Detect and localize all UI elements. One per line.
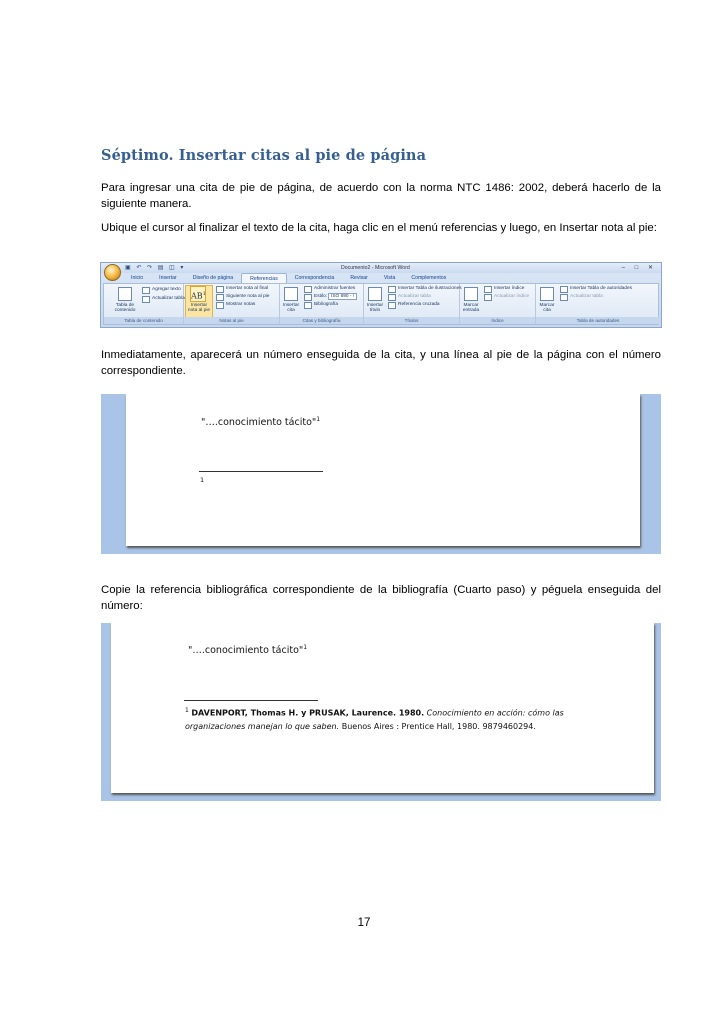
- update-index-icon: [484, 294, 492, 301]
- mark-citation-icon[interactable]: [540, 287, 554, 301]
- office-button-icon[interactable]: [104, 264, 121, 281]
- reference-title: Conocimiento en acción: cómo las organizaciones manejan lo que saben.: [185, 708, 564, 731]
- insert-caption-button[interactable]: Insertar título: [366, 303, 384, 313]
- tab-complementos[interactable]: Complementos: [411, 275, 447, 281]
- style-label: Estilo:: [314, 294, 328, 299]
- group-tabla-contenido: [104, 284, 184, 324]
- tab-diseno-pagina[interactable]: Diseño de página: [192, 275, 234, 281]
- group-label: Índice: [460, 317, 535, 324]
- quote-text: [201, 416, 320, 428]
- quote-text: [188, 644, 307, 656]
- ribbon-tabs: [123, 273, 454, 283]
- insert-authorities-icon: [560, 286, 568, 293]
- update-index-button[interactable]: Actualizar índice: [494, 294, 530, 299]
- insert-footnote-icon[interactable]: $AB^1$: [190, 286, 206, 302]
- cross-reference-button[interactable]: Referencia cruzada: [398, 302, 440, 307]
- insert-citation-button[interactable]: Insertar cita: [282, 303, 300, 313]
- tab-correspondencia[interactable]: Correspondencia: [294, 275, 335, 281]
- bibliography-icon: [304, 302, 312, 309]
- window-title: Documento2 - Microsoft Word: [341, 265, 410, 271]
- section-heading: Séptimo. Insertar citas al pie de página: [101, 147, 427, 164]
- document-page: [111, 623, 654, 793]
- footnote-reference-text: [185, 704, 605, 733]
- tab-revisar[interactable]: Revisar: [350, 275, 368, 281]
- tab-inicio[interactable]: Inicio: [131, 275, 144, 281]
- group-notas-al-pie: [184, 284, 280, 324]
- add-text-icon: [142, 287, 150, 294]
- footnote-number: 1: [185, 707, 189, 714]
- bibliography-button[interactable]: Bibliografía: [314, 302, 338, 307]
- insert-footnote-button[interactable]: Insertar nota al pie: [187, 303, 211, 313]
- update-authorities-icon: [560, 294, 568, 301]
- document-screenshot-reference: [101, 623, 661, 801]
- style-icon: [304, 294, 312, 301]
- tab-referencias[interactable]: Referencias: [241, 273, 287, 284]
- refresh-table-icon: [142, 296, 150, 303]
- insert-table-of-figures-button[interactable]: Insertar Tabla de ilustraciones: [398, 286, 462, 291]
- manage-sources-icon: [304, 286, 312, 293]
- table-of-contents-icon[interactable]: [118, 287, 132, 301]
- quote-value: "….conocimiento tácito": [188, 645, 304, 657]
- mark-citation-button[interactable]: Marcar cita: [539, 303, 555, 313]
- insert-caption-icon[interactable]: [368, 287, 382, 301]
- quote-value: "….conocimiento tácito": [201, 417, 317, 429]
- table-of-figures-icon: [388, 286, 396, 293]
- reference-publisher: Buenos Aires : Prentice Hall, 1980. 9879460294.: [341, 721, 536, 731]
- update-table-button[interactable]: Actualizar tabla: [152, 296, 185, 301]
- update-authorities-button[interactable]: Actualizar tabla: [570, 294, 603, 299]
- add-text-button[interactable]: Agregar texto: [152, 287, 181, 292]
- footnote-reference: 1: [316, 416, 321, 423]
- style-select[interactable]: ISO 690 - !: [328, 293, 357, 300]
- next-footnote-icon: [216, 294, 224, 301]
- insert-endnote-button[interactable]: Insertar nota al final: [226, 286, 269, 291]
- ribbon-body: [103, 283, 659, 325]
- mark-entry-button[interactable]: Marcar entrada: [462, 303, 480, 313]
- refresh-icon: [388, 294, 396, 301]
- document-page: [126, 394, 640, 546]
- paragraph-copy-reference: Copie la referencia bibliográfica correspondiente de la bibliografía (Cuarto paso) y péguela enseguida del número:: [101, 584, 661, 612]
- footnote-reference: 1: [303, 644, 308, 651]
- paragraph-result: Inmediatamente, aparecerá un número enseguida de la cita, y una línea al pie de la página con el número correspondiente.: [101, 349, 661, 377]
- footnote-separator: [199, 471, 323, 472]
- word-ribbon-screenshot: [100, 262, 662, 328]
- group-label: Notas al pie: [184, 317, 279, 324]
- window-controls[interactable]: – □ ✕: [621, 265, 657, 271]
- toc-button[interactable]: Tabla de contenido: [114, 303, 136, 313]
- document-screenshot-footnote: [101, 394, 661, 554]
- reference-authors: DAVENPORT, Thomas H. y PRUSAK, Laurence. 1980.: [191, 708, 425, 718]
- insert-table-of-authorities-button[interactable]: Insertar Tabla de autoridades: [570, 286, 633, 291]
- group-label: Títulos: [364, 317, 459, 324]
- show-notes-button[interactable]: Mostrar notas: [226, 302, 256, 307]
- group-indice: [460, 284, 536, 324]
- group-tabla-autoridades: [536, 284, 660, 324]
- endnote-icon: [216, 286, 224, 293]
- paragraph-intro: Para ingresar una cita de pie de página, de acuerdo con la norma NTC 1486: 2002, deberá hacerlo de la siguiente manera.: [101, 182, 661, 210]
- insert-index-button[interactable]: Insertar índice: [494, 286, 525, 291]
- insert-citation-icon[interactable]: [284, 287, 298, 301]
- update-table-button[interactable]: Actualizar tabla: [398, 294, 431, 299]
- footnote-separator: [184, 700, 318, 701]
- mark-entry-icon[interactable]: [464, 287, 478, 301]
- footnote-number: 1: [200, 476, 205, 484]
- next-footnote-button[interactable]: Siguiente nota al pie: [226, 294, 270, 299]
- manage-sources-button[interactable]: Administrar fuentes: [314, 286, 356, 291]
- group-citas-bibliografia: [280, 284, 364, 324]
- group-titulos: [364, 284, 460, 324]
- group-label: Citas y bibliografía: [280, 317, 363, 324]
- page-number: 17: [357, 917, 371, 929]
- show-notes-icon: [216, 302, 224, 309]
- group-label: Tabla de autoridades: [536, 317, 660, 324]
- tab-vista[interactable]: Vista: [383, 275, 396, 281]
- tab-insertar[interactable]: Insertar: [159, 275, 177, 281]
- quick-access-toolbar[interactable]: ▣ ↶ ↷ ▤ ◫ ▾: [125, 265, 186, 271]
- group-label: Tabla de contenido: [104, 317, 183, 324]
- cross-reference-icon: [388, 302, 396, 309]
- paragraph-instruction: Ubique el cursor al finalizar el texto de la cita, haga clic en el menú referencias y luego, en Insertar nota al pie:: [101, 222, 657, 234]
- insert-index-icon: [484, 286, 492, 293]
